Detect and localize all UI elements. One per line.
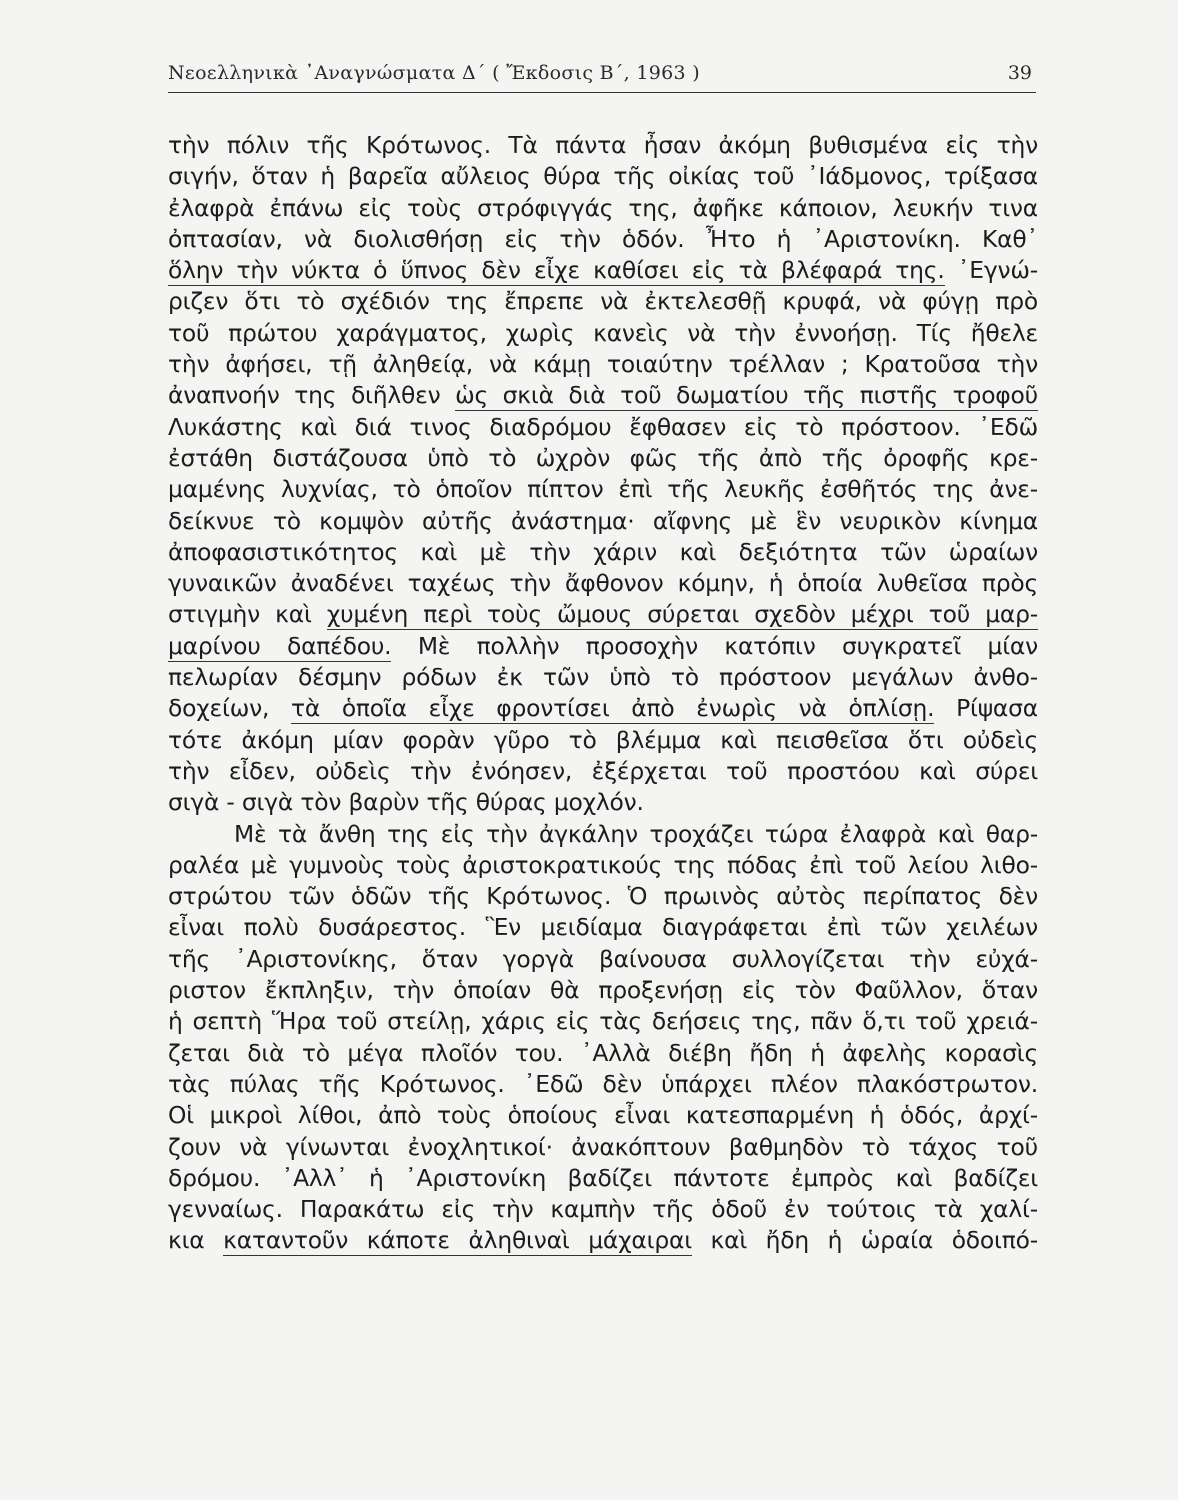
line-text: γενναίως. Παρακάτω εἰς τὴν καμπὴν τῆς ὁδοῦ ἐν τούτοις τὰ χαλί- <box>168 1195 1038 1224</box>
line-text: ραλέα μὲ γυμνοὺς τοὺς ἀριστοκρατικούς της πόδας ἐπὶ τοῦ λείου λιθο- <box>168 850 1038 879</box>
text-line <box>168 193 1038 224</box>
text-line <box>168 380 1038 411</box>
text-line <box>168 1006 1038 1037</box>
line-text: πελωρίαν δέσμην ρόδων ἐκ τῶν ὑπὸ τὸ πρόστοον μεγάλων ἀνθο- <box>168 663 1038 692</box>
line-text: τὴν εἶδεν, οὐδεὶς τὴν ἐνόησεν, ἐξέρχεται τοῦ προστόου καὶ σύρει <box>168 756 1038 785</box>
line-text: ᾿Εγνώ- <box>944 256 1038 285</box>
line-text: σιγήν, ὅταν ἡ βαρεῖα αὔλειος θύρα τῆς οἰκίας τοῦ ᾿Ιάδμονος, τρίξασα <box>168 162 1038 191</box>
line-text: τὴν πόλιν τῆς Κρότωνος. Τὰ πάντα ἦσαν ἀκόμη βυθισμένα εἰς τὴν <box>168 131 1038 159</box>
line-text: Λυκάστης καὶ διά τινος διαδρόμου ἔφθασεν εἰς τὸ πρόστοον. ᾿Εδῶ <box>168 412 1038 441</box>
text-line <box>168 819 1038 850</box>
text-line <box>168 1069 1038 1100</box>
text-line <box>168 349 1038 380</box>
line-text: εἶναι πολὺ δυσάρεστος. Ἓν μειδίαμα διαγράφεται ἐπὶ τῶν χειλέων <box>168 913 1038 942</box>
line-text: ἐλαφρὰ ἐπάνω εἰς τοὺς στρόφιγγάς της, ἀφῆκε κάποιον, λευκήν τινα <box>168 193 1038 222</box>
line-text: ὀπτασίαν, νὰ διολισθήσῃ εἰς τὴν ὁδόν. Ἦτο ἡ ᾿Αριστονίκη. Καθ᾿ <box>168 224 1038 253</box>
line-text: κια <box>168 1226 224 1255</box>
text-line <box>168 286 1038 317</box>
text-line <box>168 443 1038 474</box>
line-text: Μὲ τὰ ἄνθη της εἰς τὴν ἀγκάλην τροχάζει τώρα ἐλαφρὰ καὶ θαρ- <box>234 819 1038 848</box>
text-line <box>168 224 1038 255</box>
line-text: ἐστάθη διστάζουσα ὑπὸ τὸ ὠχρὸν φῶς τῆς ἀπὸ τῆς ὀροφῆς κρε- <box>168 443 1038 472</box>
line-text: Οἱ μικροὶ λίθοι, ἀπὸ τοὺς ὁποίους εἶναι κατεσπαρμένη ἡ ὁδός, ἀρχί- <box>168 1101 1038 1130</box>
text-line <box>168 537 1038 568</box>
running-head <box>168 58 1036 93</box>
text-line <box>168 1225 1038 1256</box>
underlined-text: μαρίνου δαπέδου. <box>168 631 392 660</box>
text-line <box>168 631 1038 662</box>
line-text: ἡ σεπτὴ Ἥρα τοῦ στείλῃ, χάρις εἰς τὰς δεήσεις της, πᾶν ὅ,τι τοῦ χρειά- <box>168 1007 1038 1036</box>
line-text: σιγὰ - σιγὰ τὸν βαρὺν τῆς θύρας μοχλόν. <box>168 788 644 817</box>
line-text: τῆς ᾿Αριστονίκης, ὅταν γοργὰ βαίνουσα συλλογίζεται τὴν εὐχά- <box>168 944 1038 973</box>
line-text: ζουν νὰ γίνωνται ἐνοχλητικοί· ἀνακόπτουν βαθμηδὸν τὸ τάχος τοῦ <box>168 1132 1038 1161</box>
text-line <box>168 693 1038 724</box>
line-text: Ρίψασα <box>934 694 1038 723</box>
text-line <box>168 756 1038 787</box>
line-text: στρώτου τῶν ὁδῶν τῆς Κρότωνος. Ὁ πρωινὸς αὐτὸς περίπατος δὲν <box>168 882 1038 911</box>
line-text: καὶ ἤδη ἡ ὡραία ὁδοιπό- <box>691 1226 1038 1255</box>
line-text: δοχείων, <box>168 694 291 723</box>
text-line <box>168 568 1038 599</box>
text-line <box>168 412 1038 443</box>
line-text: γυναικῶν ἀναδένει ταχέως τὴν ἄφθονον κόμην, ἡ ὁποία λυθεῖσα πρὸς <box>168 569 1038 598</box>
text-line <box>168 506 1038 537</box>
text-line <box>168 474 1038 505</box>
text-line <box>168 912 1038 943</box>
underlined-text: ὅλην τὴν νύκτα ὁ ὕπνος δὲν εἶχε καθίσει εἰς τὰ βλέφαρά της. <box>168 256 945 285</box>
text-line <box>168 850 1038 881</box>
line-text: ἀναπνοήν της διῆλθεν <box>168 381 456 410</box>
line-text: μαμένης λυχνίας, τὸ ὁποῖον πίπτον ἐπὶ τῆς λευκῆς ἐσθῆτός της ἀνε- <box>168 475 1038 504</box>
line-text: δρόμου. ᾿Αλλ᾿ ἡ ᾿Αριστονίκη βαδίζει πάντοτε ἐμπρὸς καὶ βαδίζει <box>168 1163 1038 1192</box>
underlined-text: ὡς σκιὰ διὰ τοῦ δωματίου τῆς πιστῆς τροφοῦ <box>455 381 1038 410</box>
text-line <box>168 1194 1038 1225</box>
text-line <box>168 787 1038 818</box>
body-text <box>168 130 1038 1257</box>
line-text: τοῦ πρώτου χαράγματος, χωρὶς κανεὶς νὰ τὴν ἐννοήσῃ. Τίς ἤθελε <box>168 318 1038 347</box>
text-line <box>168 944 1038 975</box>
line-text: ζεται διὰ τὸ μέγα πλοῖόν του. ᾿Αλλὰ διέβη ἤδη ἡ ἀφελὴς κορασὶς <box>168 1038 1038 1067</box>
text-line <box>168 130 1038 161</box>
page-number: 39 <box>1007 62 1032 84</box>
text-line <box>168 725 1038 756</box>
line-text: τότε ἀκόμη μίαν φορὰν γῦρο τὸ βλέμμα καὶ πεισθεῖσα ὅτι οὐδεὶς <box>168 725 1038 754</box>
line-text: Μὲ πολλὴν προσοχὴν κατόπιν συγκρατεῖ μίαν <box>391 631 1038 660</box>
text-line <box>168 318 1038 349</box>
line-text: ἀποφασιστικότητος καὶ μὲ τὴν χάριν καὶ δεξιότητα τῶν ὡραίων <box>168 537 1038 566</box>
text-line <box>168 1132 1038 1163</box>
underlined-text: τὰ ὁποῖα εἶχε φροντίσει ἀπὸ ἐνωρὶς νὰ ὁπλίσῃ. <box>290 694 935 723</box>
text-line <box>168 599 1038 630</box>
text-line <box>168 881 1038 912</box>
line-text: τὰς πύλας τῆς Κρότωνος. ᾿Εδῶ δὲν ὑπάρχει πλέον πλακόστρωτον. <box>168 1069 1038 1098</box>
text-line <box>168 662 1038 693</box>
text-line <box>168 1163 1038 1194</box>
text-line <box>168 1038 1038 1069</box>
line-text: τὴν ἀφήσει, τῇ ἀληθείᾳ, νὰ κάμῃ τοιαύτην τρέλλαν ; Κρατοῦσα τὴν <box>168 350 1038 379</box>
underlined-text: καταντοῦν κάποτε ἀληθιναὶ μάχαιραι <box>223 1226 692 1255</box>
line-text: δείκνυε τὸ κομψὸν αὐτῆς ἀνάστημα· αἴφνης μὲ ἓν νευρικὸν κίνημα <box>168 506 1038 535</box>
line-text: ριζεν ὅτι τὸ σχέδιόν της ἔπρεπε νὰ ἐκτελεσθῇ κρυφά, νὰ φύγῃ πρὸ <box>168 287 1038 316</box>
line-text: στιγμὴν καὶ <box>168 600 327 629</box>
text-line <box>168 1100 1038 1131</box>
text-line <box>168 975 1038 1006</box>
running-head-title: Νεοελληνικὰ ᾿Αναγνώσματα Δ΄ ( Ἔκδοσις Β΄, 1963 ) <box>168 62 700 84</box>
underlined-text: χυμένη περὶ τοὺς ὤμους σύρεται σχεδὸν μέχρι τοῦ μαρ- <box>326 600 1038 629</box>
line-text: ριστον ἔκπληξιν, τὴν ὁποίαν θὰ προξενήσῃ εἰς τὸν Φαῦλλον, ὅταν <box>168 976 1038 1005</box>
text-line <box>168 161 1038 192</box>
text-line <box>168 255 1038 286</box>
